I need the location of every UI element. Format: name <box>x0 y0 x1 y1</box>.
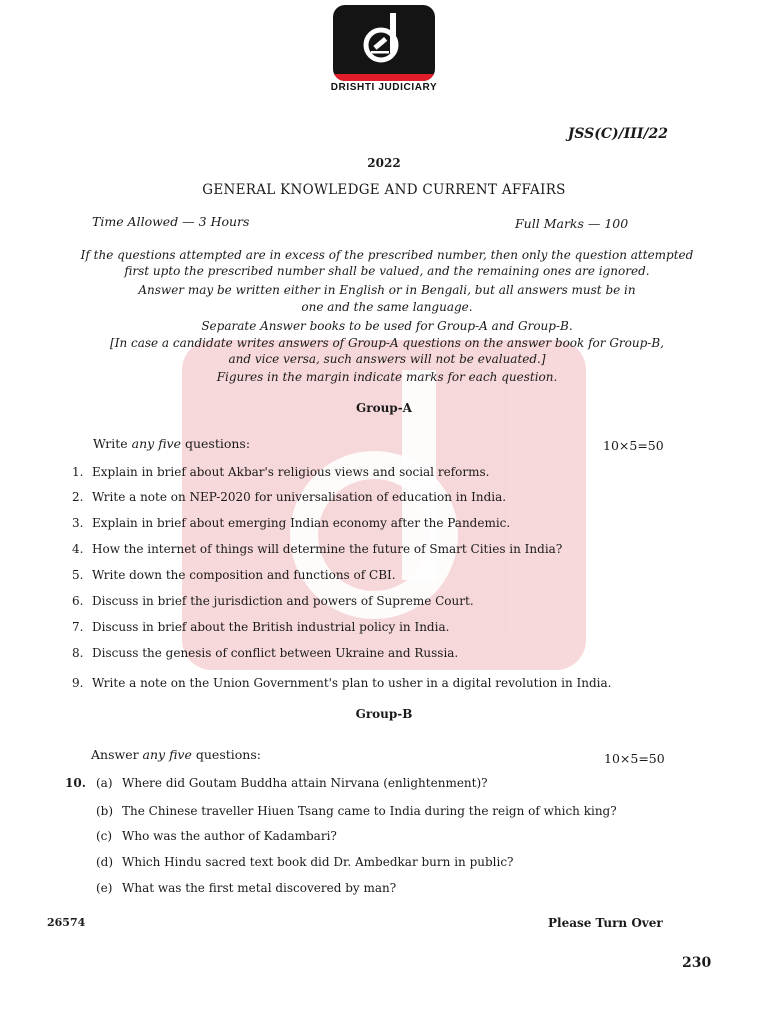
subquestion-item: (e) What was the first metal discovered by man? <box>96 881 397 895</box>
question-item: 2. Write a note on NEP-2020 for universalisation of education in India. <box>72 490 507 504</box>
group-b-instruction: Answer any five questions: <box>91 747 261 762</box>
paper-code: JSS(C)/III/22 <box>567 126 668 142</box>
group-b-heading: Group-B <box>355 707 413 721</box>
instruction-line: one and the same language. <box>301 300 473 314</box>
group-a-instruction: Write any five questions: <box>93 436 251 451</box>
subquestion-item: (a) Where did Goutam Buddha attain Nirvana (enlightenment)? <box>96 776 488 790</box>
subquestion-item: (b) The Chinese traveller Hiuen Tsang came to India during the reign of which king? <box>96 804 617 818</box>
question-number: 10. <box>65 776 86 790</box>
question-item: 6. Discuss in brief the jurisdiction and powers of Supreme Court. <box>72 594 474 608</box>
question-item: 7. Discuss in brief about the British industrial policy in India. <box>72 620 450 634</box>
full-marks: Full Marks — 100 <box>515 216 629 231</box>
question-item: 3. Explain in brief about emerging Indian economy after the Pandemic. <box>72 516 511 530</box>
instruction-line: If the questions attempted are in excess of the prescribed number, then only the question attempted <box>80 248 694 262</box>
question-item: 5. Write down the composition and functions of CBI. <box>72 568 396 582</box>
instruction-line: Figures in the margin indicate marks for each question. <box>216 370 558 384</box>
page-number: 230 <box>682 955 712 971</box>
paper-title: GENERAL KNOWLEDGE AND CURRENT AFFAIRS <box>202 182 566 198</box>
turn-over-note: Please Turn Over <box>548 916 663 930</box>
question-item: 1. Explain in brief about Akbar's religious views and social reforms. <box>72 465 490 479</box>
group-a-marks: 10×5=50 <box>603 438 664 453</box>
gavel-d-icon <box>359 11 409 69</box>
time-allowed: Time Allowed — 3 Hours <box>92 214 250 229</box>
brand-logo <box>333 5 435 81</box>
question-item: 9. Write a note on the Union Government's plan to usher in a digital revolution in India. <box>72 676 612 690</box>
group-b-marks: 10×5=50 <box>604 751 665 766</box>
subquestion-item: (c) Who was the author of Kadambari? <box>96 829 337 843</box>
instruction-line: Separate Answer books to be used for Group-A and Group-B. <box>201 319 573 333</box>
instruction-line: Answer may be written either in English or in Bengali, but all answers must be in <box>138 283 636 297</box>
group-a-heading: Group-A <box>356 401 412 415</box>
instruction-line: [In case a candidate writes answers of Group-A questions on the answer book for Group-B, <box>110 336 664 350</box>
instruction-line: first upto the prescribed number shall be valued, and the remaining ones are ignored. <box>124 264 650 278</box>
brand-name: DRISHTI JUDICIARY <box>330 82 438 93</box>
subquestion-item: (d) Which Hindu sacred text book did Dr. Ambedkar burn in public? <box>96 855 514 869</box>
exam-year: 2022 <box>367 156 401 170</box>
question-item: 8. Discuss the genesis of conflict between Ukraine and Russia. <box>72 646 459 660</box>
question-item: 4. How the internet of things will determine the future of Smart Cities in India? <box>72 542 563 556</box>
instruction-line: and vice versa, such answers will not be evaluated.] <box>228 352 546 366</box>
footer-code: 26574 <box>47 916 86 929</box>
